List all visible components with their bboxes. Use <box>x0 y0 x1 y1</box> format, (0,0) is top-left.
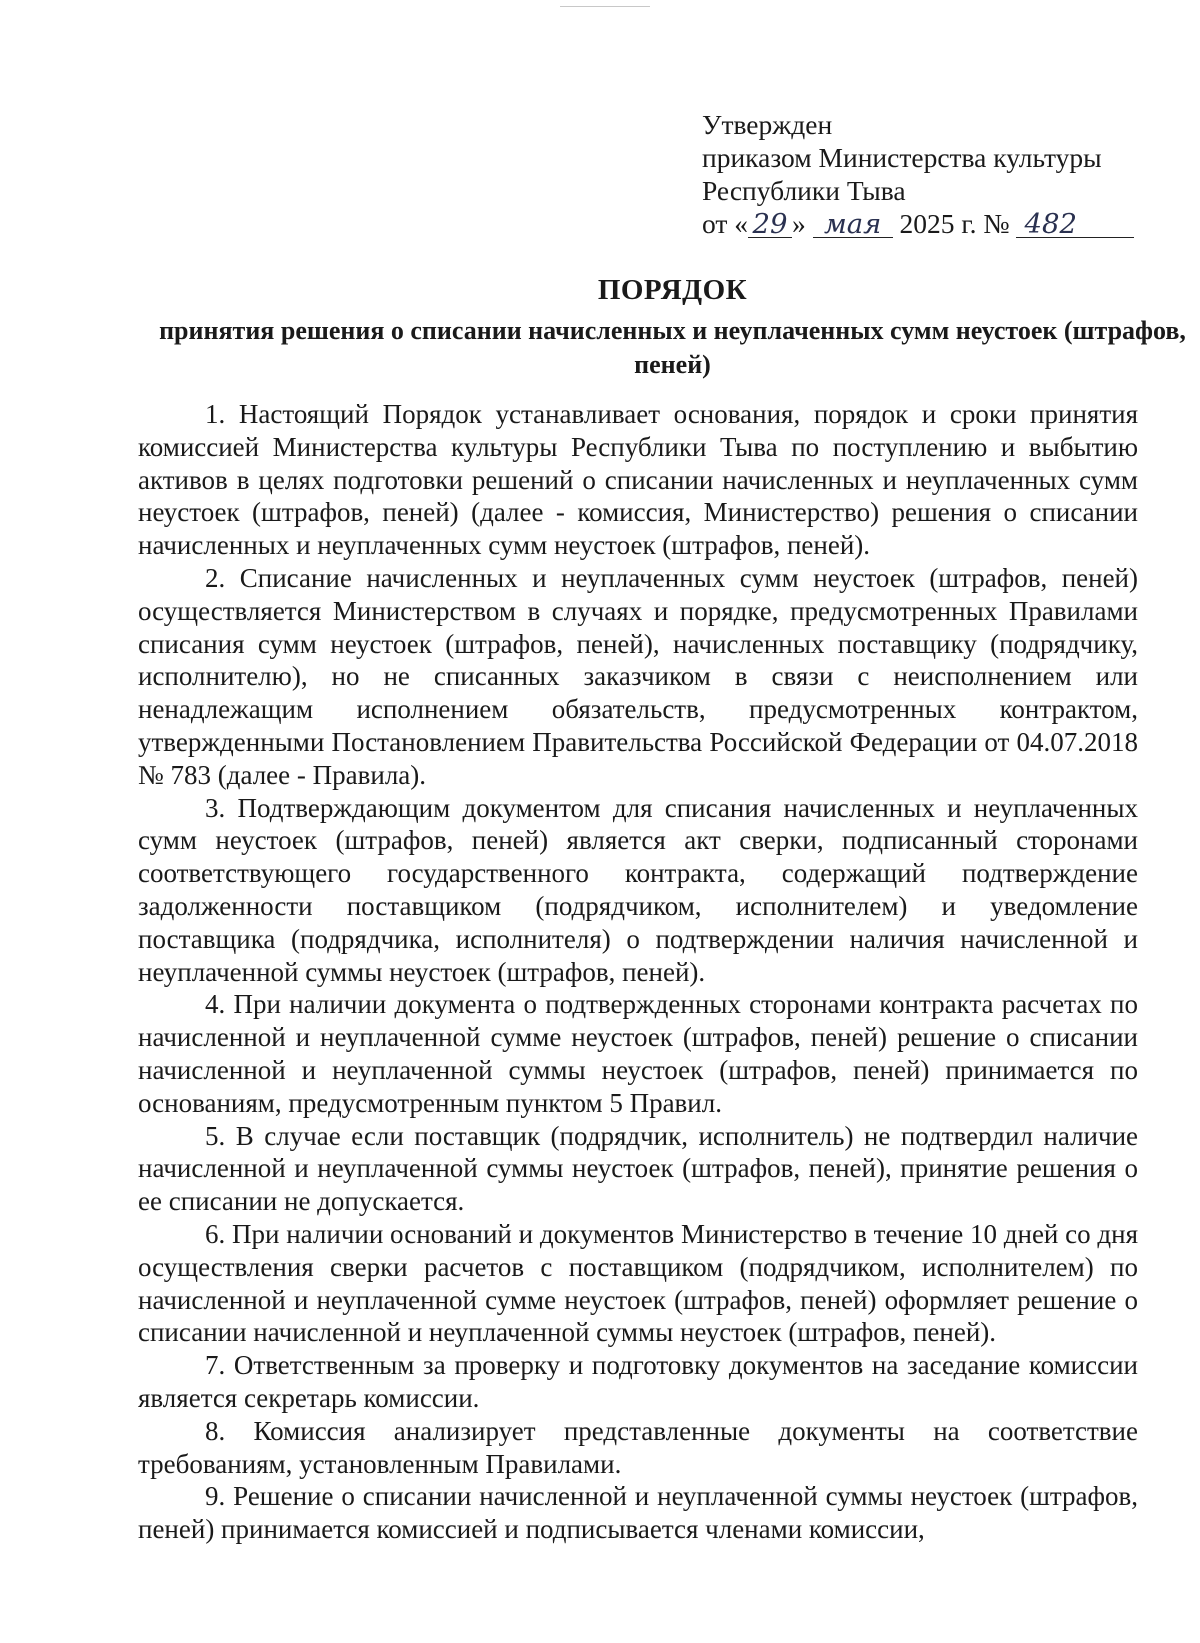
paragraph-4: 4. При наличии документа о подтвержденных сторонами контракта расчетах по начисленной и неуплаченной сумме неустоек (штрафов, пеней) решение о списании начисленной и неуплаченной суммы неустоек (штрафов, пеней) принимается по основаниям, предусмотренным пунктом 5 Правил. <box>138 989 1138 1118</box>
approval-block <box>702 108 1142 240</box>
paragraph-7: 7. Ответственным за проверку и подготовку документов на заседание комиссии является секретарь комиссии. <box>138 1350 1138 1413</box>
date-prefix: от « <box>702 208 749 239</box>
document-subtitle: принятия решения о списании начисленных и неуплаченных сумм неустоек (штрафов, пеней) <box>159 316 1186 379</box>
date-mid: » <box>792 208 806 239</box>
date-month-handwritten: мая <box>813 211 893 238</box>
scan-artifact <box>560 6 650 7</box>
date-day-handwritten: 29 <box>748 211 792 238</box>
order-number-handwritten: 482 <box>1016 211 1134 238</box>
approval-date-line <box>702 207 1142 240</box>
paragraph-2: 2. Списание начисленных и неуплаченных сумм неустоек (штрафов, пеней) осуществляется Министерством в случаях и порядке, предусмотренных Правилами списания сумм неустоек (штрафов, пеней), начисленных поставщику (подрядчику, исполнителю), но не списанных заказчиком в связи с неисполнением или ненадлежащим исполнением обязательств, предусмотренных контрактом, утвержденными Постановлением Правительства Российской Федерации от 04.07.2018 № 783 (далее - Правила). <box>138 562 1138 790</box>
paragraph-1: 1. Настоящий Порядок устанавливает основания, порядок и сроки принятия комиссией Министерства культуры Республики Тыва по поступлению и выбытию активов в целях подготовки решений о списании начисленных и неуплаченных сумм неустоек (штрафов, пеней) (далее - комиссия, Министерство) решения о списании начисленных и неуплаченных сумм неустоек (штрафов, пеней). <box>138 399 1138 561</box>
document-title: ПОРЯДОК <box>597 274 748 306</box>
approval-line-2: приказом Министерства культуры <box>702 142 1102 173</box>
document-body <box>138 398 1138 1546</box>
approval-line-1: Утвержден <box>702 109 833 140</box>
title-block <box>130 272 1200 382</box>
paragraph-6: 6. При наличии оснований и документов Министерство в течение 10 дней со дня осуществления сверки расчетов с поставщиком (подрядчиком, исполнителем) по начисленной и неуплаченной сумме неустоек (штрафов, пеней) оформляет решение о списании начисленной и неуплаченной суммы неустоек (штрафов, пеней). <box>138 1218 1138 1348</box>
paragraph-5: 5. В случае если поставщик (подрядчик, исполнитель) не подтвердил наличие начисленной и неуплаченной суммы неустоек (штрафов, пеней), принятие решения о ее списании не допускается. <box>138 1120 1138 1217</box>
paragraph-9: 9. Решение о списании начисленной и неуплаченной суммы неустоек (штрафов, пеней) принимается комиссией и подписывается членами комиссии, <box>138 1481 1138 1545</box>
paragraph-8: 8. Комиссия анализирует представленные документы на соответствие требованиям, установленным Правилами. <box>138 1415 1138 1479</box>
approval-line-3: Республики Тыва <box>702 175 906 206</box>
paragraph-3: 3. Подтверждающим документом для списания начисленных и неуплаченных сумм неустоек (штрафов, пеней) является акт сверки, подписанный сторонами соответствующего государственного контракта, содержащий подтверждение задолженности поставщиком (подрядчиком, исполнителем) и уведомление поставщика (подрядчика, исполнителя) о подтверждении наличия начисленной и неуплаченной суммы неустоек (штрафов, пеней). <box>138 792 1138 987</box>
date-year: 2025 г. № <box>899 208 1010 239</box>
